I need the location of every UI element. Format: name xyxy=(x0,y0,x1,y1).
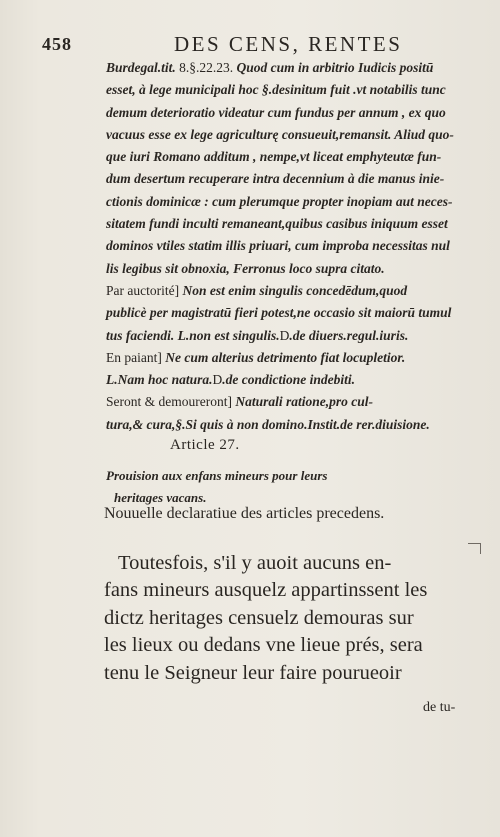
lemma-text: 22.23. xyxy=(199,60,237,75)
latin-gloss: Ne cum alterius detrimento fiat locupletior. xyxy=(165,349,406,365)
latin-gloss: L.Nam hoc natura. xyxy=(106,372,213,388)
latin-gloss: esset, à lege municipali hoc §.desinitum fuit .vt notabilis tunc xyxy=(106,82,446,98)
text-line: dictz heritages censuelz demouras sur xyxy=(104,606,414,629)
latin-gloss: sitatem fundi inculti remaneant,quibus casibus iniquum esset xyxy=(106,216,448,232)
latin-commentary xyxy=(106,57,476,436)
lemma-text: 8.§. xyxy=(179,60,200,75)
rubric-line: heritages vacans. xyxy=(114,489,207,505)
latin-gloss: publicè per magistratū fieri potest,ne occasio sit maiorū tumul xyxy=(106,305,452,321)
lemma-text: Par auctorité] xyxy=(106,282,183,298)
latin-gloss: Burdegal.tit. xyxy=(106,60,180,75)
commentary-line xyxy=(106,146,476,168)
commentary-line xyxy=(106,79,476,101)
commentary-line xyxy=(106,414,476,436)
text-line: Toutesfois, s'il y auoit aucuns en- xyxy=(118,552,392,574)
commentary-line xyxy=(106,280,476,302)
latin-gloss: Quod cum in arbitrio Iudicis positū xyxy=(236,60,434,75)
commentary-line xyxy=(106,213,476,235)
latin-gloss: .de diuers.regul.iuris. xyxy=(289,327,409,343)
catchword: de tu- xyxy=(423,700,456,715)
latin-gloss: Naturali ratione,pro cul- xyxy=(235,394,374,410)
commentary-line xyxy=(106,325,476,347)
latin-gloss: dum desertum recuperare intra decennium à die manus inie- xyxy=(106,171,445,187)
latin-gloss: tus faciendi. L.non est singulis. xyxy=(106,327,280,343)
commentary-line xyxy=(106,391,476,413)
latin-gloss: demum deterioratio videatur cum fundus per annum , ex quo xyxy=(106,104,446,120)
running-title: DES CENS, RENTES xyxy=(174,32,403,56)
commentary-line xyxy=(106,258,476,280)
text-line: fans mineurs ausquelz appartinssent les xyxy=(104,579,428,602)
commentary-line xyxy=(106,191,476,213)
latin-gloss: vacuus esse ex lege agriculturę consueuit,remansit. Aliud quo- xyxy=(106,126,454,142)
commentary-line xyxy=(106,57,476,79)
latin-gloss: Non est enim singulis concedēdum,quod xyxy=(182,282,408,298)
latin-gloss: lis legibus sit obnoxia, Ferronus loco supra citato. xyxy=(106,260,385,276)
commentary-line xyxy=(106,369,476,391)
text-line: les lieux ou dedans vne lieue prés, sera xyxy=(104,634,423,657)
latin-gloss: .de condictione indebiti. xyxy=(222,372,356,388)
commentary-line xyxy=(106,302,476,324)
article-title: Article 27. xyxy=(170,437,240,453)
latin-gloss: ctionis dominicæ : cum plerumque propter inopiam aut neces- xyxy=(106,193,453,209)
latin-gloss: dominos vtiles statim illis priuari, cum improba necessitas nul xyxy=(106,238,450,254)
commentary-line xyxy=(106,124,476,146)
article-rubric xyxy=(106,465,476,508)
lemma-text: En paiant] xyxy=(106,349,166,365)
commentary-line xyxy=(106,102,476,124)
lemma-text: Seront & demoureront] xyxy=(106,394,236,410)
latin-gloss: que iuri Romano additum , nempe,vt liceat emphyteutæ fun- xyxy=(106,149,442,165)
latin-gloss: tura,& cura,§.Si quis à non domino.Instit.de rer.diuisione. xyxy=(106,416,430,432)
article-summary: Nouuelle declaratiue des articles precedens. xyxy=(104,505,385,522)
page-header xyxy=(42,30,470,58)
lemma-text: D xyxy=(279,327,290,343)
commentary-line xyxy=(106,168,476,190)
lemma-text: D xyxy=(212,372,223,388)
article-text xyxy=(104,550,484,687)
text-line: tenu le Seigneur leur faire pourueoir xyxy=(104,661,402,684)
commentary-line xyxy=(106,347,476,369)
rubric-line: Prouision aux enfans mineurs pour leurs xyxy=(106,468,328,483)
page-number: 458 xyxy=(42,34,72,54)
commentary-line xyxy=(106,235,476,257)
